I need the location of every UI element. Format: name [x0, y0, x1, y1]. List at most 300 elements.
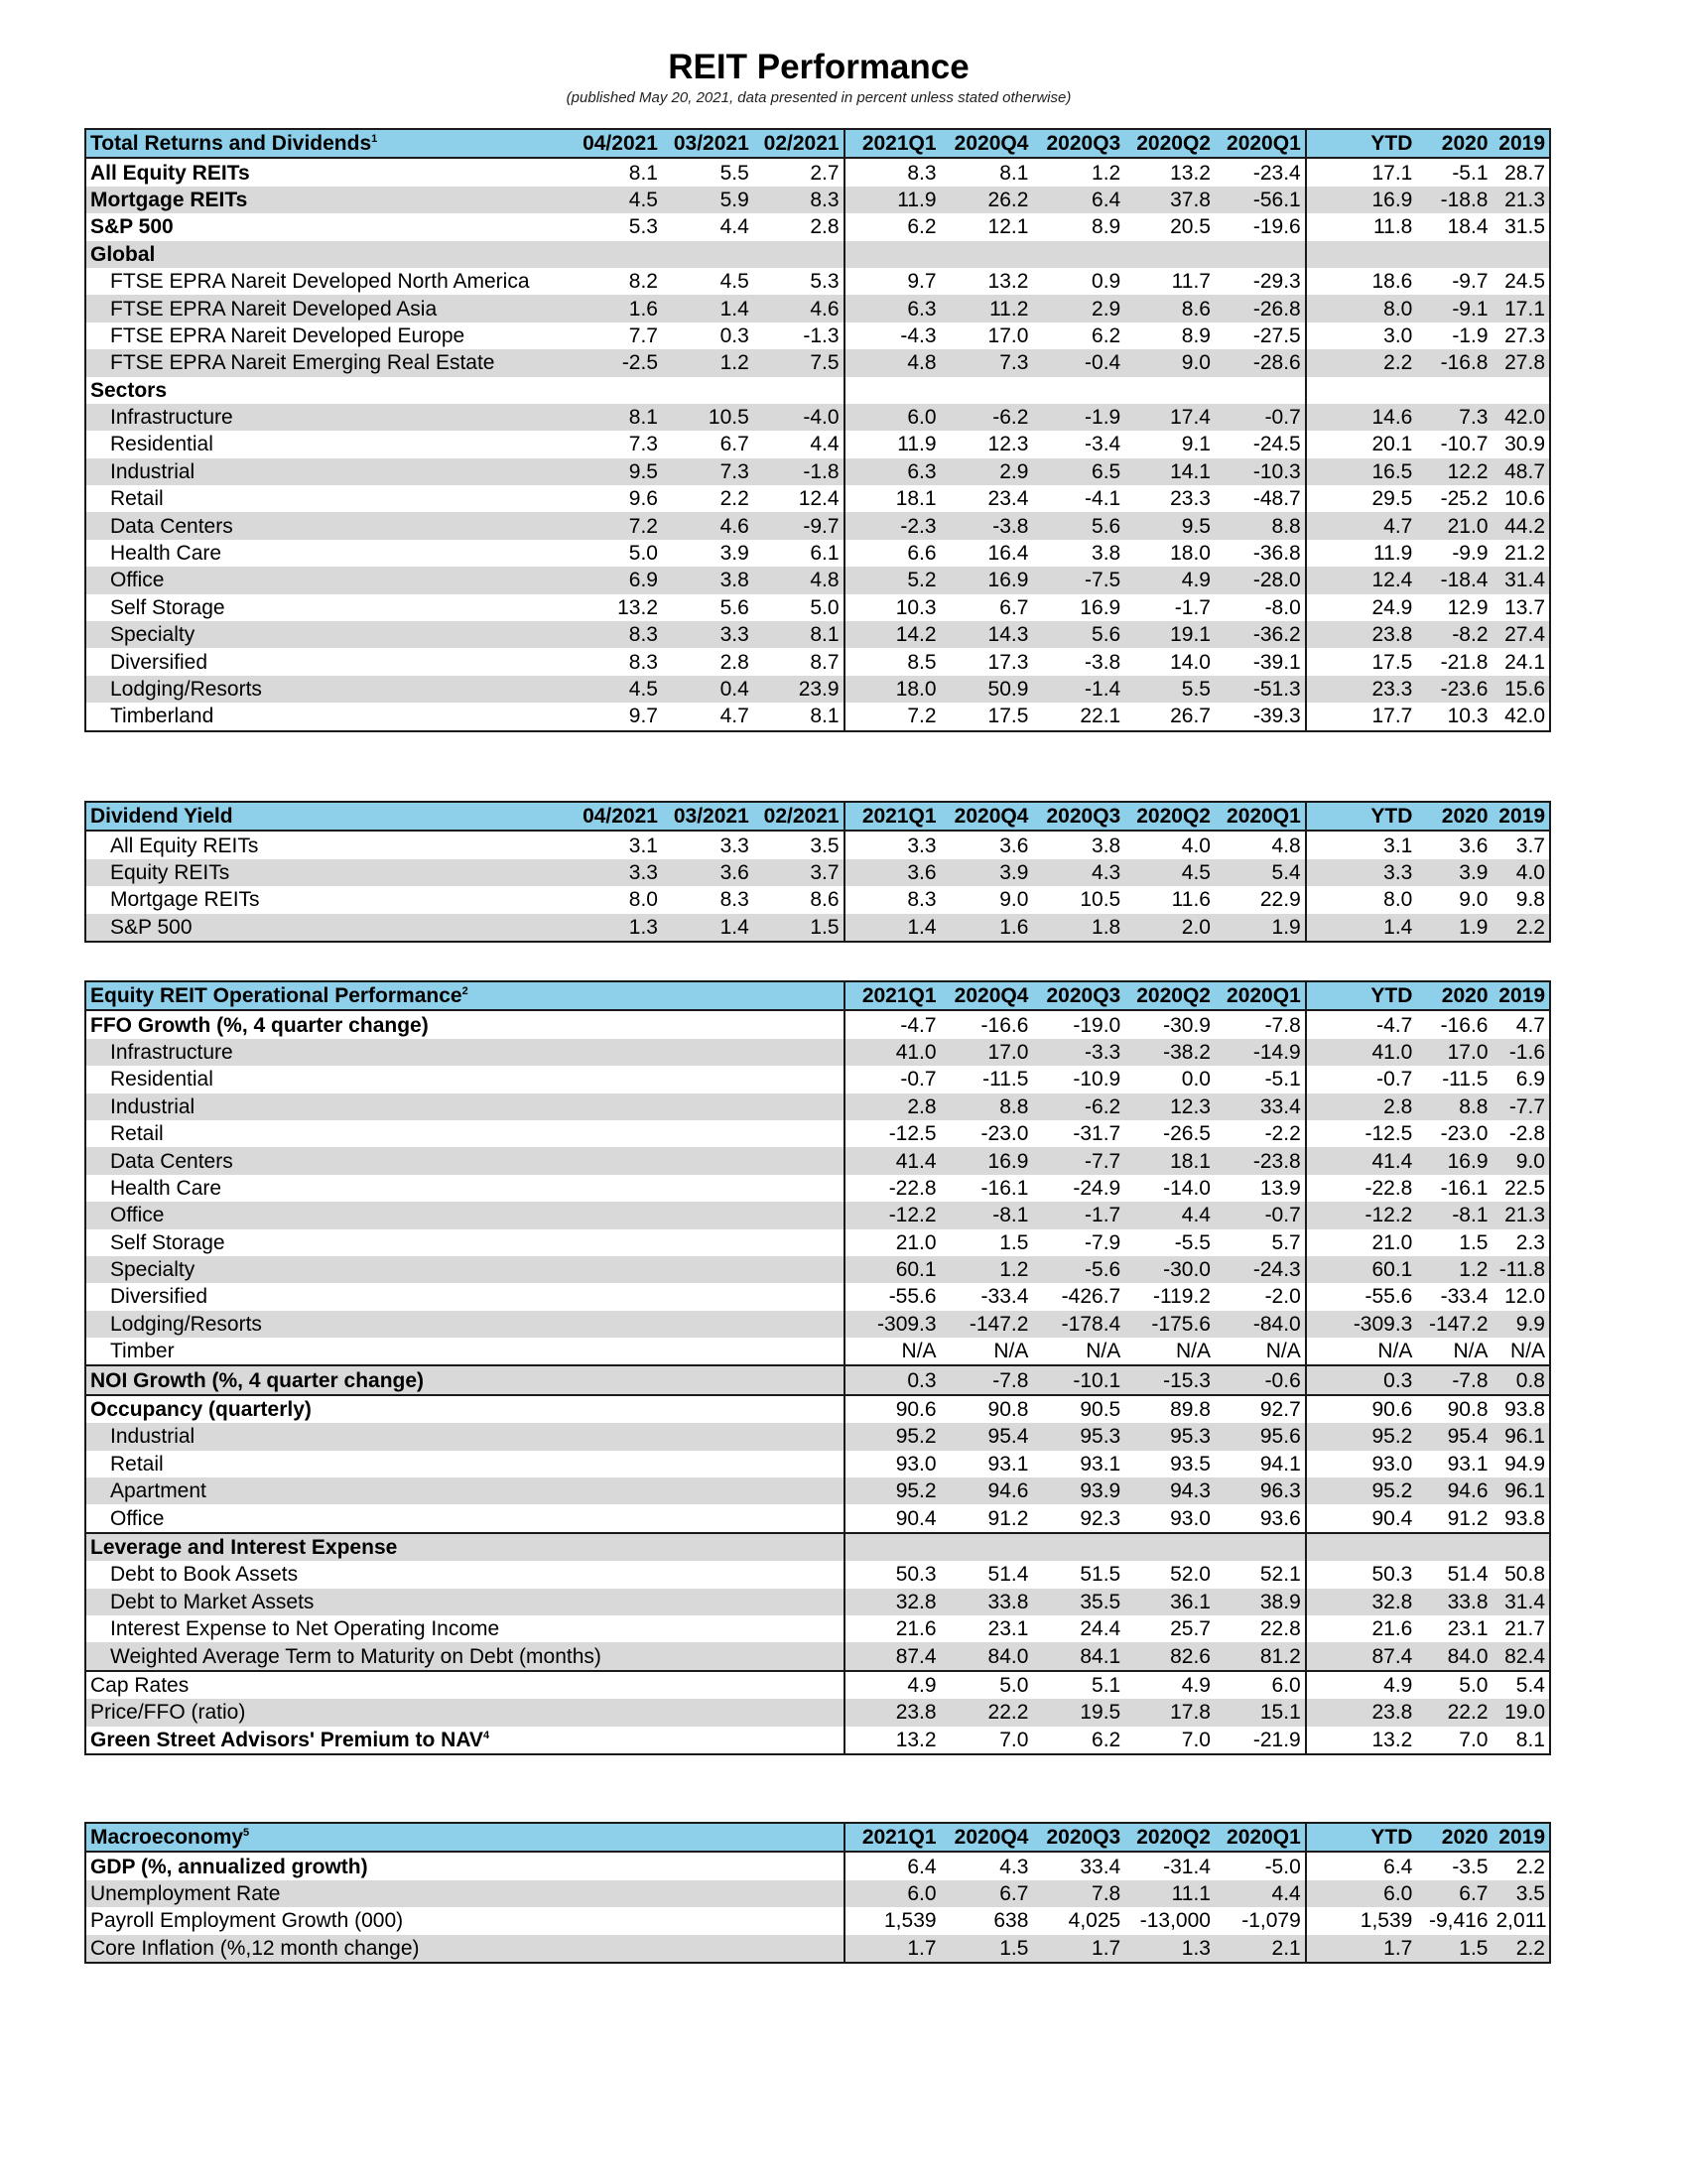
table-cell [753, 1283, 844, 1310]
table-cell: -5.1 [1264, 1068, 1301, 1092]
column-header: 04/2021 [562, 802, 662, 831]
column-header: 02/2021 [753, 802, 844, 831]
table-cell [662, 1699, 753, 1726]
table-cell: 30.9 [1504, 433, 1545, 456]
table-cell: 1.2 [1416, 1256, 1492, 1283]
table-cell: 6.9 [1515, 1068, 1545, 1092]
table-row [85, 1907, 1550, 1934]
table-cell: -4.0 [753, 404, 844, 431]
table-cell: 1.2 [941, 1256, 1033, 1283]
table-cell: 8.8 [941, 1093, 1033, 1120]
table-cell: 1.7 [844, 1935, 941, 1963]
table-cell [753, 1852, 844, 1879]
table-cell: 93.1 [987, 1452, 1029, 1476]
row-label: Lodging/Resorts [85, 676, 562, 703]
table-cell [1416, 377, 1492, 404]
table-cell: 2.9 [1032, 295, 1124, 321]
column-header [562, 1823, 662, 1852]
table-cell: 95.4 [941, 1423, 1033, 1450]
table-cell: 31.4 [1492, 567, 1551, 593]
table-cell [753, 1642, 844, 1670]
table-row [85, 1039, 1550, 1066]
table-cell: 0.3 [1306, 1365, 1417, 1394]
table-cell [562, 1935, 662, 1963]
row-label: Office [85, 567, 562, 593]
table-row [85, 1395, 1550, 1423]
table-cell: 13.2 [1306, 1727, 1417, 1754]
table-cell: -11.5 [1442, 1068, 1489, 1092]
table-cell [562, 1477, 662, 1504]
table-cell: -16.1 [1440, 1176, 1489, 1200]
table-row [85, 1175, 1550, 1202]
table-cell [753, 377, 844, 404]
table-cell: N/A [1453, 1340, 1489, 1363]
table-cell [753, 1147, 844, 1174]
table-cell: 18.1 [844, 485, 941, 512]
table-cell: 3.9 [1416, 859, 1492, 886]
table-row [85, 1504, 1550, 1532]
table-cell: 1.7 [1306, 1935, 1417, 1963]
table-cell: 2.3 [1515, 1230, 1545, 1254]
column-header: 2021Q1 [844, 1823, 941, 1852]
row-label: Apartment [85, 1477, 562, 1504]
table-cell: 7.8 [1032, 1880, 1124, 1907]
column-header: 2019 [1492, 802, 1551, 831]
table-cell: 23.8 [1306, 621, 1417, 648]
table-cell: 21.6 [1306, 1615, 1417, 1642]
table-cell [662, 1066, 753, 1092]
table-cell: 8.3 [844, 158, 941, 186]
table-cell: -23.8 [1215, 1147, 1306, 1174]
table-cell [1416, 1533, 1492, 1561]
table-cell [941, 241, 1033, 268]
table-cell: 7.7 [628, 323, 658, 347]
table-cell: 50.9 [941, 676, 1033, 703]
table-cell [562, 1671, 662, 1699]
table-cell: 4.9 [844, 1671, 941, 1699]
table-cell [753, 1395, 844, 1423]
table-cell [753, 1175, 844, 1202]
table-cell: -28.6 [1215, 349, 1306, 376]
table-cell: 42.0 [1492, 404, 1551, 431]
table-cell: 4.9 [1124, 1671, 1215, 1699]
table-cell: 27.4 [1492, 621, 1551, 648]
row-label: NOI Growth (%, 4 quarter change) [85, 1365, 562, 1394]
table-cell: 0.3 [719, 323, 749, 347]
table-cell: -7.7 [1032, 1147, 1124, 1174]
table-cell: 8.2 [628, 270, 658, 294]
footnote-marker: 4 [482, 1729, 490, 1741]
table-cell: 3.0 [1306, 322, 1417, 349]
table-cell: 8.9 [1181, 323, 1211, 347]
table-cell: 3.3 [1306, 859, 1417, 886]
table-cell: 6.7 [719, 433, 749, 456]
table-cell: 41.4 [844, 1147, 941, 1174]
table-cell: 29.5 [1306, 485, 1417, 512]
table-cell: 5.7 [1271, 1230, 1301, 1254]
table-cell: 3.3 [844, 831, 941, 858]
table-cell: -3.4 [1085, 433, 1121, 456]
table-cell [753, 1338, 844, 1365]
page-subtitle: (published May 20, 2021, data presented in percent unless stated otherwise) [566, 89, 1072, 106]
table-cell: 8.3 [562, 621, 662, 648]
table-cell: 3.8 [1092, 542, 1121, 566]
table-cell: 3.8 [1092, 834, 1121, 857]
table-cell: 8.6 [1124, 295, 1215, 321]
table-cell: -22.8 [1306, 1175, 1417, 1202]
table-row [85, 1202, 1550, 1228]
table-cell: 1.6 [562, 295, 662, 321]
table-cell: 17.1 [1492, 295, 1551, 321]
table-cell [662, 1852, 753, 1879]
table-cell: 1.9 [1215, 914, 1306, 942]
table-cell: -309.3 [844, 1311, 941, 1338]
table-cell: 21.6 [844, 1615, 941, 1642]
operational-table [84, 980, 1551, 1755]
table-cell [1124, 241, 1215, 268]
row-label: Self Storage [110, 1230, 225, 1254]
table-cell: 89.8 [1124, 1395, 1215, 1423]
table-cell: 26.2 [941, 187, 1033, 213]
table-cell: 50.8 [1504, 1563, 1545, 1587]
table-cell: 60.1 [844, 1256, 941, 1283]
table-cell: 4.5 [1124, 859, 1215, 886]
table-cell: -29.3 [1252, 270, 1301, 294]
table-cell: 13.2 [844, 1727, 941, 1754]
table-cell: -1.7 [1174, 595, 1211, 619]
row-label: Data Centers [85, 1147, 562, 1174]
table-cell: -26.8 [1215, 295, 1306, 321]
table-cell [562, 241, 662, 268]
table-cell [662, 1010, 753, 1038]
table-cell: 3.6 [1459, 834, 1489, 857]
table-cell: 48.7 [1492, 458, 1551, 485]
row-label: GDP (%, annualized growth) [90, 1855, 368, 1878]
column-header: YTD [1306, 129, 1417, 158]
row-label: Cap Rates [85, 1671, 562, 1699]
table-cell: 4.5 [562, 187, 662, 213]
table-cell: 1.4 [662, 914, 753, 942]
table-cell: -21.9 [1252, 1728, 1301, 1751]
column-header: 2020Q3 [1032, 129, 1124, 158]
table-cell: 1.4 [1306, 914, 1417, 942]
table-cell [562, 1039, 662, 1066]
table-cell: N/A [1509, 1340, 1545, 1363]
table-cell: 7.3 [941, 349, 1033, 376]
table-cell: 9.0 [1492, 1147, 1551, 1174]
table-cell [1032, 377, 1124, 404]
table-cell [753, 1935, 844, 1963]
table-cell: -0.7 [1215, 1202, 1306, 1228]
row-label: FTSE EPRA Nareit Developed Asia [85, 295, 562, 321]
table-cell: 21.3 [1492, 1202, 1551, 1228]
row-label: Mortgage REITs [85, 187, 562, 213]
table-cell: 22.1 [1080, 705, 1121, 728]
table-cell: 51.4 [1447, 1563, 1489, 1587]
table-cell: 96.3 [1215, 1477, 1306, 1504]
table-cell: -15.3 [1124, 1365, 1215, 1394]
table-cell [662, 1120, 753, 1147]
table-cell [753, 1589, 844, 1615]
table-cell [562, 1451, 662, 1477]
table-cell: 21.3 [1492, 187, 1551, 213]
table-cell: 2.2 [1492, 914, 1551, 942]
table-cell: 91.2 [987, 1506, 1029, 1530]
table-cell: 1.7 [1032, 1935, 1124, 1963]
row-label: FFO Growth (%, 4 quarter change) [90, 1013, 429, 1037]
table-cell: 5.2 [844, 567, 941, 593]
table-cell: 3.3 [719, 834, 749, 857]
table-cell: -5.6 [1032, 1256, 1124, 1283]
table-cell: 6.4 [1032, 187, 1124, 213]
table-cell [1032, 241, 1124, 268]
table-cell: -147.2 [1416, 1311, 1492, 1338]
table-cell [562, 1533, 662, 1561]
table-cell [1032, 1533, 1124, 1561]
table-cell: -38.2 [1124, 1039, 1215, 1066]
table-cell [844, 241, 941, 268]
table-cell: 3.7 [753, 859, 844, 886]
row-label: Health Care [110, 1176, 222, 1200]
table-cell: -31.4 [1163, 1855, 1211, 1878]
table-cell: 8.0 [1306, 295, 1417, 321]
table-cell: 4.5 [562, 676, 662, 703]
table-cell: 4.7 [1306, 512, 1417, 539]
table-cell: 16.9 [1416, 1147, 1492, 1174]
row-label: Unemployment Rate [85, 1880, 562, 1907]
table-cell [662, 1229, 753, 1256]
table-cell: 17.7 [1306, 703, 1417, 730]
row-label: Specialty [85, 621, 562, 648]
table-cell: 2.8 [1306, 1093, 1417, 1120]
table-cell [562, 1699, 662, 1726]
table-row [85, 1727, 1550, 1754]
table-cell: -7.8 [941, 1365, 1033, 1394]
row-label: Residential [110, 433, 213, 456]
table-cell: 8.5 [844, 648, 941, 675]
table-cell: 3.9 [941, 859, 1033, 886]
table-row [85, 213, 1550, 240]
table-cell: -48.7 [1252, 487, 1301, 511]
table-cell: -12.2 [1306, 1202, 1417, 1228]
table-cell: -18.8 [1416, 187, 1492, 213]
table-cell [1492, 377, 1551, 404]
table-cell: 60.1 [1306, 1256, 1417, 1283]
table-cell: -147.2 [941, 1311, 1033, 1338]
table-cell [562, 1120, 662, 1147]
table-cell: 95.2 [844, 1477, 941, 1504]
table-cell [753, 1066, 844, 1092]
table-header-row [85, 981, 1550, 1010]
table-cell: 13.2 [617, 595, 658, 619]
table-cell: 9.7 [844, 268, 941, 295]
table-cell: -8.0 [1264, 595, 1301, 619]
table-cell: -4.3 [844, 322, 941, 349]
table-cell: 94.1 [1259, 1452, 1301, 1476]
table-cell [941, 1533, 1033, 1561]
table-row [85, 1283, 1550, 1310]
table-row [85, 1229, 1550, 1256]
table-cell: -24.3 [1215, 1256, 1306, 1283]
table-cell: -9.1 [1416, 295, 1492, 321]
table-cell: 93.8 [1504, 1506, 1545, 1530]
table-cell: 12.4 [798, 487, 840, 511]
column-header: 2020 [1416, 981, 1492, 1010]
table-cell: -1.7 [1032, 1202, 1124, 1228]
table-cell [662, 1615, 753, 1642]
table-cell: -7.5 [1032, 567, 1124, 593]
row-label: All Equity REITs [110, 834, 259, 857]
table-cell: 7.3 [1416, 404, 1492, 431]
table-cell: -12.2 [844, 1202, 941, 1228]
table-cell: 19.0 [1492, 1699, 1551, 1726]
table-cell: -11.8 [1492, 1256, 1551, 1283]
table-cell: 13.2 [987, 270, 1029, 294]
table-cell: 93.6 [1259, 1506, 1301, 1530]
table-cell: 7.5 [753, 349, 844, 376]
table-cell: 95.3 [1124, 1423, 1215, 1450]
table-cell [662, 1147, 753, 1174]
table-cell: 9.6 [628, 487, 658, 511]
table-cell: 33.4 [1215, 1093, 1306, 1120]
table-cell: 24.4 [1080, 1617, 1121, 1641]
row-label: Industrial [85, 1423, 562, 1450]
column-header: 2020Q4 [941, 802, 1033, 831]
table-cell: 6.3 [844, 458, 941, 485]
table-cell: 8.1 [628, 161, 658, 185]
table-cell: -36.8 [1252, 542, 1301, 566]
table-cell: -0.7 [844, 1066, 941, 1092]
table-cell: 1.3 [1124, 1935, 1215, 1963]
table-cell: -9,416 [1428, 1909, 1489, 1933]
table-cell: 94.9 [1504, 1452, 1545, 1476]
table-cell: 2.2 [1515, 1855, 1545, 1878]
table-cell: -1.6 [1492, 1039, 1551, 1066]
table-cell: -8.1 [1416, 1202, 1492, 1228]
table-cell: 4.7 [1515, 1013, 1545, 1037]
row-label: Office [85, 1202, 562, 1228]
table-cell: -30.9 [1163, 1013, 1211, 1037]
table-cell: -7.7 [1492, 1093, 1551, 1120]
table-cell: 51.4 [987, 1563, 1029, 1587]
footnote-marker: 1 [371, 133, 378, 146]
table-cell: 1.2 [662, 349, 753, 376]
table-cell: -8.2 [1416, 621, 1492, 648]
table-title: Macroeconomy$^5$ [85, 1823, 562, 1852]
table-cell: 3.5 [810, 834, 840, 857]
table-cell: 91.2 [1447, 1506, 1489, 1530]
table-cell [662, 1907, 753, 1934]
table-cell: -26.5 [1163, 1122, 1211, 1146]
column-header: 2020Q1 [1215, 1823, 1306, 1852]
table-cell: -3.8 [1085, 650, 1121, 674]
table-cell: 42.0 [1504, 705, 1545, 728]
table-cell: 1.9 [1416, 914, 1492, 942]
table-cell [753, 1039, 844, 1066]
table-row [85, 914, 1550, 942]
table-cell: 13.2 [1170, 161, 1211, 185]
table-row [85, 1671, 1550, 1699]
table-cell: 6.4 [844, 1852, 941, 1879]
table-cell: 27.8 [1492, 349, 1551, 376]
table-cell: -24.5 [1252, 433, 1301, 456]
table-cell: -2.5 [562, 349, 662, 376]
table-cell [662, 1423, 753, 1450]
table-cell: 16.9 [941, 1147, 1033, 1174]
row-label: Equity REITs [85, 859, 562, 886]
table-cell: 7.2 [844, 703, 941, 730]
table-cell: 4.9 [1306, 1671, 1417, 1699]
table-cell: 17.1 [1306, 158, 1417, 186]
column-header: 03/2021 [662, 129, 753, 158]
table-cell: 4.5 [719, 270, 749, 294]
table-cell: 16.9 [1306, 187, 1417, 213]
table-cell: 23.1 [987, 1617, 1029, 1641]
table-cell: -426.7 [1061, 1285, 1121, 1309]
row-label: FTSE EPRA Nareit Emerging Real Estate [85, 349, 562, 376]
table-cell: 23.3 [1306, 676, 1417, 703]
table-cell: 95.6 [1215, 1423, 1306, 1450]
table-cell: -28.0 [1215, 567, 1306, 593]
table-cell: 4.6 [662, 512, 753, 539]
table-cell: 8.3 [844, 886, 941, 913]
column-header: 04/2021 [562, 129, 662, 158]
row-label: Self Storage [110, 595, 225, 619]
column-header: 2020Q1 [1215, 129, 1306, 158]
row-label: Retail [110, 1122, 164, 1146]
table-row [85, 886, 1550, 913]
table-cell: 12.0 [1504, 1285, 1545, 1309]
table-cell: 8.3 [628, 650, 658, 674]
table-cell [562, 1229, 662, 1256]
table-cell: 1.3 [562, 914, 662, 942]
table-cell: 14.2 [844, 621, 941, 648]
table-cell [662, 1039, 753, 1066]
table-cell: 1.5 [999, 1230, 1029, 1254]
table-cell: 50.3 [1306, 1561, 1417, 1588]
table-cell: 0.4 [662, 676, 753, 703]
table-row [85, 485, 1550, 512]
table-cell: -21.8 [1440, 650, 1489, 674]
table-cell [753, 1907, 844, 1934]
table-cell: 11.8 [1306, 213, 1417, 240]
table-cell: 11.9 [844, 431, 941, 457]
table-cell [844, 1533, 941, 1561]
table-cell [1306, 1533, 1417, 1561]
row-label: Residential [110, 1068, 213, 1092]
column-header: YTD [1306, 1823, 1417, 1852]
table-cell: 4.0 [1492, 859, 1551, 886]
column-header: 2020Q1 [1215, 981, 1306, 1010]
table-cell: 17.5 [987, 705, 1029, 728]
table-cell: 90.8 [941, 1395, 1033, 1423]
table-cell: 90.6 [844, 1395, 941, 1423]
table-cell: 0.8 [1492, 1365, 1551, 1394]
column-header: 2020Q2 [1124, 802, 1215, 831]
table-cell: 13.9 [1259, 1176, 1301, 1200]
table-cell: 2.7 [810, 161, 840, 185]
table-cell: 6.2 [844, 213, 941, 240]
table-cell: 7.2 [562, 512, 662, 539]
table-row [85, 431, 1550, 457]
table-cell: 2.2 [719, 487, 749, 511]
table-cell [562, 1338, 662, 1365]
table-cell: 17.8 [1124, 1699, 1215, 1726]
table-cell: 22.5 [1504, 1176, 1545, 1200]
column-header [662, 1823, 753, 1852]
table-cell [662, 1338, 753, 1365]
table-cell: 5.3 [628, 215, 658, 239]
